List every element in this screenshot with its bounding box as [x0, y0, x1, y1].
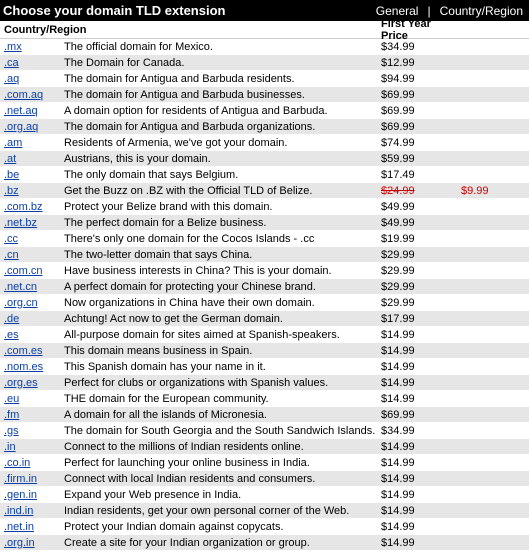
tld-link[interactable]: .org.cn	[4, 296, 38, 309]
tld-link[interactable]: .net.in	[4, 520, 34, 533]
price: $14.99	[381, 328, 415, 341]
price: $34.99	[381, 424, 415, 437]
tld-link[interactable]: .am	[4, 136, 23, 149]
price: $69.99	[381, 120, 415, 133]
price: $29.99	[381, 248, 415, 261]
tld-link[interactable]: .net.aq	[4, 104, 38, 117]
tld-cell	[0, 41, 64, 53]
tld-cell	[0, 89, 64, 101]
table-row	[0, 103, 529, 119]
tld-description: This Spanish domain has your name in it.	[64, 360, 266, 373]
tld-cell	[0, 377, 64, 389]
price: $59.99	[381, 152, 415, 165]
tld-cell	[0, 489, 64, 501]
tld-link[interactable]: .be	[4, 168, 20, 181]
tld-link[interactable]: .bz	[4, 184, 19, 197]
price: $12.99	[381, 56, 415, 69]
price: $14.99	[381, 504, 415, 517]
header-country-region: Country/Region	[4, 23, 87, 36]
tld-cell	[0, 233, 64, 245]
price: $49.99	[381, 200, 415, 213]
table-row	[0, 535, 529, 551]
tld-cell	[0, 265, 64, 277]
nav-separator: |	[427, 3, 431, 18]
table-row	[0, 295, 529, 311]
tld-link[interactable]: .gen.in	[4, 488, 38, 501]
tld-cell	[0, 361, 64, 373]
tld-description: The only domain that says Belgium.	[64, 168, 239, 181]
tld-link[interactable]: .at	[4, 152, 17, 165]
tld-cell	[0, 57, 64, 69]
price: $14.99	[381, 456, 415, 469]
tld-description: A perfect domain for protecting your Chinese brand.	[64, 280, 316, 293]
table-header	[0, 17, 529, 42]
tab-country-region[interactable]: Country/Region	[439, 3, 523, 18]
table-row	[0, 151, 529, 167]
tld-description: There's only one domain for the Cocos Islands - .cc	[64, 232, 315, 245]
tld-link[interactable]: .gs	[4, 424, 19, 437]
tld-link[interactable]: .firm.in	[4, 472, 37, 485]
tld-link[interactable]: .in	[4, 440, 16, 453]
tld-description: The perfect domain for a Belize business.	[64, 216, 267, 229]
tld-cell	[0, 537, 64, 549]
table-row	[0, 247, 529, 263]
table-row	[0, 343, 529, 359]
tld-description: Residents of Armenia, we've got your domain.	[64, 136, 288, 149]
price: $17.99	[381, 312, 415, 325]
table-row	[0, 471, 529, 487]
table-row	[0, 311, 529, 327]
price: $14.99	[381, 536, 415, 549]
table-row	[0, 407, 529, 423]
tld-cell	[0, 345, 64, 357]
tld-link[interactable]: .com.es	[4, 344, 43, 357]
page-title: Choose your domain TLD extension	[3, 3, 226, 18]
price: $34.99	[381, 40, 415, 53]
table-row	[0, 231, 529, 247]
tld-description: Connect with local Indian residents and consumers.	[64, 472, 316, 485]
price: $17.49	[381, 168, 415, 181]
price: $29.99	[381, 280, 415, 293]
table-row	[0, 71, 529, 87]
tld-description: Have business interests in China? This is your domain.	[64, 264, 332, 277]
price: $14.99	[381, 488, 415, 501]
tld-link[interactable]: .net.bz	[4, 216, 38, 229]
tld-link[interactable]: .ind.in	[4, 504, 34, 517]
price: $69.99	[381, 408, 415, 421]
tld-description: All-purpose domain for sites aimed at Spanish-speakers.	[64, 328, 340, 341]
header-first-year-price: First Year Price	[381, 17, 431, 42]
tld-cell	[0, 505, 64, 517]
tld-cell	[0, 441, 64, 453]
table-row	[0, 87, 529, 103]
table-row	[0, 39, 529, 55]
tld-cell	[0, 105, 64, 117]
tld-description: A domain for all the islands of Micronesia.	[64, 408, 267, 421]
price: $19.99	[381, 232, 415, 245]
tld-link[interactable]: .org.es	[4, 376, 38, 389]
tld-description: Achtung! Act now to get the German domain.	[64, 312, 283, 325]
table-row	[0, 263, 529, 279]
table-row	[0, 487, 529, 503]
tld-description: Get the Buzz on .BZ with the Official TLD of Belize.	[64, 184, 313, 197]
price: $14.99	[381, 360, 415, 373]
price: $49.99	[381, 216, 415, 229]
tld-description: Now organizations in China have their own domain.	[64, 296, 315, 309]
view-nav	[376, 4, 523, 18]
tld-link[interactable]: .eu	[4, 392, 20, 405]
tld-link[interactable]: .org.aq	[4, 120, 39, 133]
tld-cell	[0, 409, 64, 421]
table-row	[0, 167, 529, 183]
tld-link[interactable]: .aq	[4, 72, 20, 85]
table-row	[0, 183, 529, 199]
tld-link[interactable]: .ca	[4, 56, 19, 69]
tld-description: The domain for Antigua and Barbuda residents.	[64, 72, 295, 85]
tld-link[interactable]: .fm	[4, 408, 20, 421]
tld-description: Connect to the millions of Indian residents online.	[64, 440, 304, 453]
table-row	[0, 215, 529, 231]
tld-link[interactable]: .de	[4, 312, 20, 325]
price: $14.99	[381, 472, 415, 485]
tld-cell	[0, 473, 64, 485]
tld-cell	[0, 169, 64, 181]
tld-link[interactable]: .com.cn	[4, 264, 43, 277]
tld-description: Expand your Web presence in India.	[64, 488, 242, 501]
tld-cell	[0, 153, 64, 165]
table-row	[0, 439, 529, 455]
tld-cell	[0, 313, 64, 325]
table-row	[0, 327, 529, 343]
tab-general[interactable]: General	[375, 3, 419, 18]
tld-description: Austrians, this is your domain.	[64, 152, 211, 165]
table-row	[0, 391, 529, 407]
table-row	[0, 119, 529, 135]
tld-link[interactable]: .cn	[4, 248, 19, 261]
sale-price: $9.99	[461, 184, 489, 197]
tld-description: The domain for Antigua and Barbuda businesses.	[64, 88, 305, 101]
tld-description: The domain for South Georgia and the South Sandwich Islands.	[64, 424, 376, 437]
tld-cell	[0, 137, 64, 149]
original-price: $24.99	[381, 184, 415, 197]
table-row	[0, 519, 529, 535]
table-row	[0, 503, 529, 519]
tld-cell	[0, 457, 64, 469]
tld-link[interactable]: .nom.es	[4, 360, 44, 373]
tld-link[interactable]: .es	[4, 328, 19, 341]
price: $69.99	[381, 104, 415, 117]
price: $29.99	[381, 264, 415, 277]
tld-description: The official domain for Mexico.	[64, 40, 213, 53]
table-row	[0, 55, 529, 71]
tld-link[interactable]: .com.bz	[4, 200, 43, 213]
tld-cell	[0, 297, 64, 309]
table-row	[0, 135, 529, 151]
table-row	[0, 423, 529, 439]
price: $14.99	[381, 344, 415, 357]
tld-description: Protect your Indian domain against copycats.	[64, 520, 284, 533]
tld-cell	[0, 393, 64, 405]
price: $69.99	[381, 88, 415, 101]
tld-description: THE domain for the European community.	[64, 392, 269, 405]
price: $14.99	[381, 392, 415, 405]
tld-cell	[0, 217, 64, 229]
table-row	[0, 359, 529, 375]
tld-link[interactable]: .net.cn	[4, 280, 38, 293]
table-row	[0, 375, 529, 391]
tld-link[interactable]: .mx	[4, 40, 22, 53]
tld-cell	[0, 329, 64, 341]
tld-link[interactable]: .cc	[4, 232, 19, 245]
tld-description: This domain means business in Spain.	[64, 344, 253, 357]
tld-description: Perfect for launching your online business in India.	[64, 456, 310, 469]
tld-description: Protect your Belize brand with this domain.	[64, 200, 273, 213]
tld-cell	[0, 185, 64, 197]
tld-cell	[0, 201, 64, 213]
tld-table	[0, 39, 529, 551]
tld-link[interactable]: .co.in	[4, 456, 31, 469]
tld-description: The domain for Antigua and Barbuda organizations.	[64, 120, 316, 133]
tld-description: Indian residents, get your own personal corner of the Web.	[64, 504, 350, 517]
price: $14.99	[381, 440, 415, 453]
tld-description: The Domain for Canada.	[64, 56, 185, 69]
tld-description: Perfect for clubs or organizations with Spanish values.	[64, 376, 329, 389]
table-row	[0, 199, 529, 215]
price: $74.99	[381, 136, 415, 149]
tld-link[interactable]: .com.aq	[4, 88, 44, 101]
price: $14.99	[381, 520, 415, 533]
tld-link[interactable]: .org.in	[4, 536, 35, 549]
table-row	[0, 279, 529, 295]
tld-cell	[0, 73, 64, 85]
tld-cell	[0, 425, 64, 437]
tld-cell	[0, 281, 64, 293]
tld-cell	[0, 249, 64, 261]
price: $29.99	[381, 296, 415, 309]
tld-description: The two-letter domain that says China.	[64, 248, 253, 261]
table-row	[0, 455, 529, 471]
tld-cell	[0, 121, 64, 133]
price: $94.99	[381, 72, 415, 85]
tld-description: A domain option for residents of Antigua and Barbuda.	[64, 104, 328, 117]
price: $14.99	[381, 376, 415, 389]
tld-description: Create a site for your Indian organization or group.	[64, 536, 310, 549]
tld-cell	[0, 521, 64, 533]
